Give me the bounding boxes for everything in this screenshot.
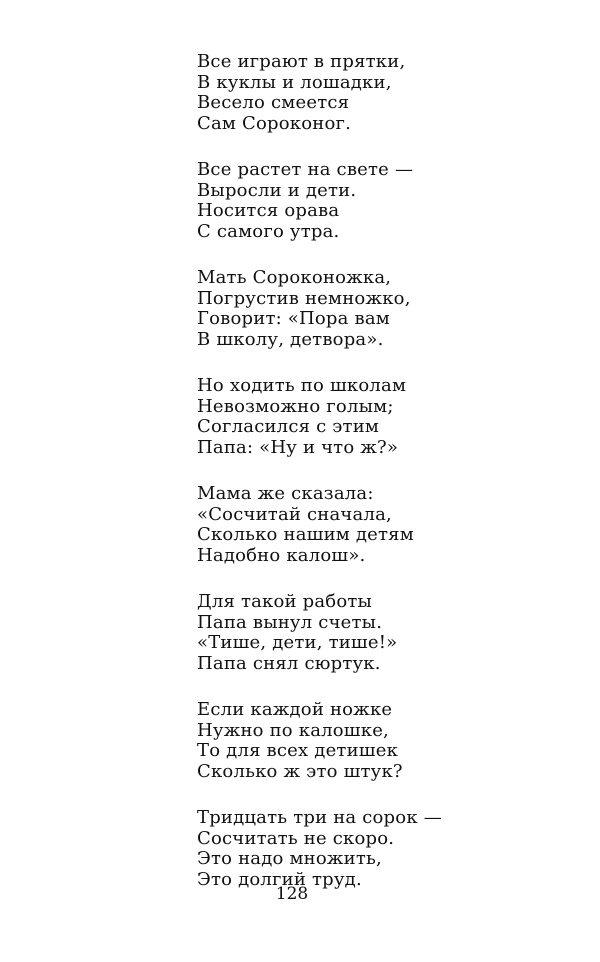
stanza-3: [197, 268, 577, 350]
poem-line: Если каждой ножке: [197, 699, 393, 720]
stanza-7: [197, 700, 577, 782]
poem-line: Сам Сороконог.: [197, 112, 352, 134]
poem-line: Согласился с этим: [197, 416, 380, 437]
poem-line: «Тише, дети, тише!»: [197, 632, 398, 653]
poem-line: Весело смеется: [197, 92, 350, 113]
stanza-2: [197, 160, 577, 242]
poem-line: Папа вынул счеты.: [197, 611, 383, 633]
stanza-1: [197, 52, 577, 134]
poem-line: Папа снял сюртук.: [197, 652, 381, 674]
poem-line: Носится орава: [197, 200, 340, 221]
poem-line: Все играют в прятки,: [197, 51, 406, 72]
poem-line: Это долгий труд.: [197, 868, 362, 890]
stanza-5: [197, 484, 577, 566]
stanza-4: [197, 376, 577, 458]
poem-text: [197, 52, 577, 916]
poem-line: Это надо множить,: [197, 848, 382, 869]
poem-line: В куклы и лошадки,: [197, 71, 392, 93]
poem-line: Для такой работы: [197, 591, 373, 612]
poem-line: Тридцать три на сорок —: [197, 807, 442, 828]
poem-line: Папа: «Ну и что ж?»: [197, 436, 399, 458]
poem-line: Сколько нашим детям: [197, 524, 414, 545]
poem-line: Все растет на свете —: [197, 159, 414, 180]
stanza-8: [197, 808, 577, 890]
poem-line: В школу, детвора».: [197, 328, 384, 350]
poem-line: Нужно по калошке,: [197, 719, 389, 741]
stanza-6: [197, 592, 577, 674]
poem-line: Надобно калош».: [197, 544, 366, 566]
poem-line: Мать Сороконожка,: [197, 267, 392, 288]
poem-line: Сосчитать не скоро.: [197, 827, 395, 849]
poem-line: Говорит: «Пора вам: [197, 308, 390, 329]
poem-line: «Сосчитай сначала,: [197, 503, 392, 525]
poem-line: С самого утра.: [197, 220, 340, 242]
page-number: 128: [275, 884, 309, 904]
poem-line: Погрустив немножко,: [197, 287, 411, 309]
poem-line: Невозможно голым;: [197, 395, 394, 417]
poem-line: Сколько ж это штук?: [197, 760, 403, 782]
poem-line: Но ходить по школам: [197, 375, 407, 396]
poem-line: Выросли и дети.: [197, 179, 357, 201]
poem-line: Мама же сказала:: [197, 483, 374, 504]
poem-line: То для всех детишек: [197, 740, 399, 761]
